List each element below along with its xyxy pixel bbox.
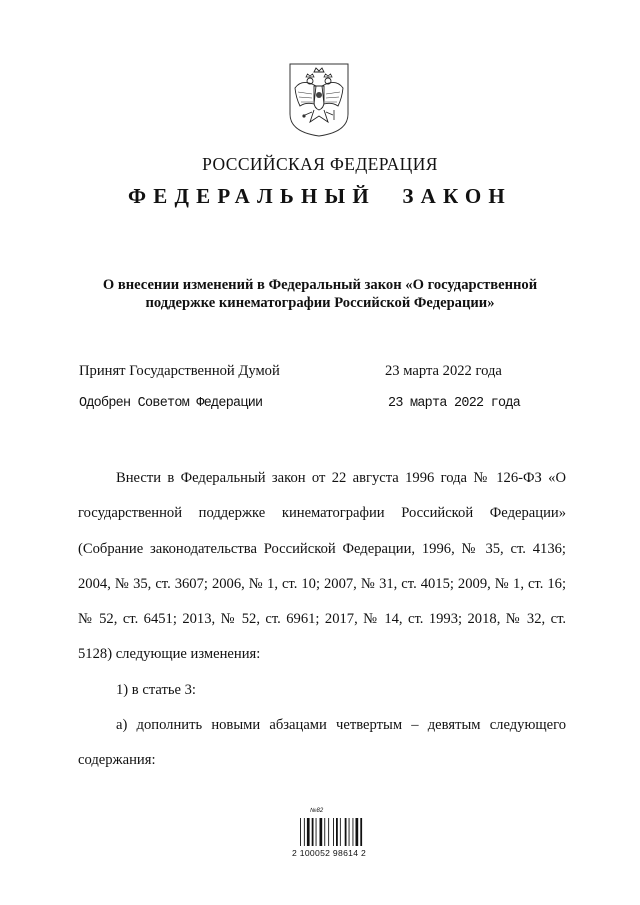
law-title-line-1: О внесении изменений в Федеральный закон «О государственной: [102, 277, 538, 293]
barcode-bars-icon: [292, 808, 372, 848]
law-title: [60, 276, 580, 312]
council-approval-date: 23 марта 2022 года: [388, 396, 521, 411]
body-paragraph-1: Внести в Федеральный закон от 22 августа 1996 года № 126-ФЗ «О государственной поддержке кинематографии Российской Федерации» (Собрание законодательства Российской Федерации, 1996, № 35, ст. 4136; 2004, № 35, ст. 3607; 2006, № 1, ст. 10; 2007, № 31, ст. 4015; 2009, № 1, ст. 16; № 52, ст. 6451; 2013, № 52, ст. 6961; 2017, № 14, ст. 1993; 2018, № 32, ст. 5128) следующие изменения:: [78, 470, 566, 663]
coat-of-arms-icon: [288, 62, 350, 138]
body-paragraph-3: а) дополнить новыми абзацами четвертым – девятым следующего содержания:: [78, 717, 566, 769]
barcode-tag: №82: [310, 808, 324, 814]
body-paragraph-2: 1) в статье 3:: [116, 681, 196, 698]
document-type: ФЕДЕРАЛЬНЫЙ ЗАКОН: [128, 184, 512, 208]
law-body: [78, 461, 566, 779]
duma-adoption-label: Принят Государственной Думой: [79, 363, 280, 379]
barcode-number: 2 100052 98614 2: [292, 848, 367, 858]
country-name: РОССИЙСКАЯ ФЕДЕРАЦИЯ: [202, 154, 438, 174]
duma-adoption-date: 23 марта 2022 года: [385, 363, 502, 379]
law-title-line-2: поддержке кинематографии Российской Федерации»: [145, 295, 495, 311]
council-approval-label: Одобрен Советом Федерации: [79, 396, 263, 411]
barcode: [292, 808, 372, 868]
